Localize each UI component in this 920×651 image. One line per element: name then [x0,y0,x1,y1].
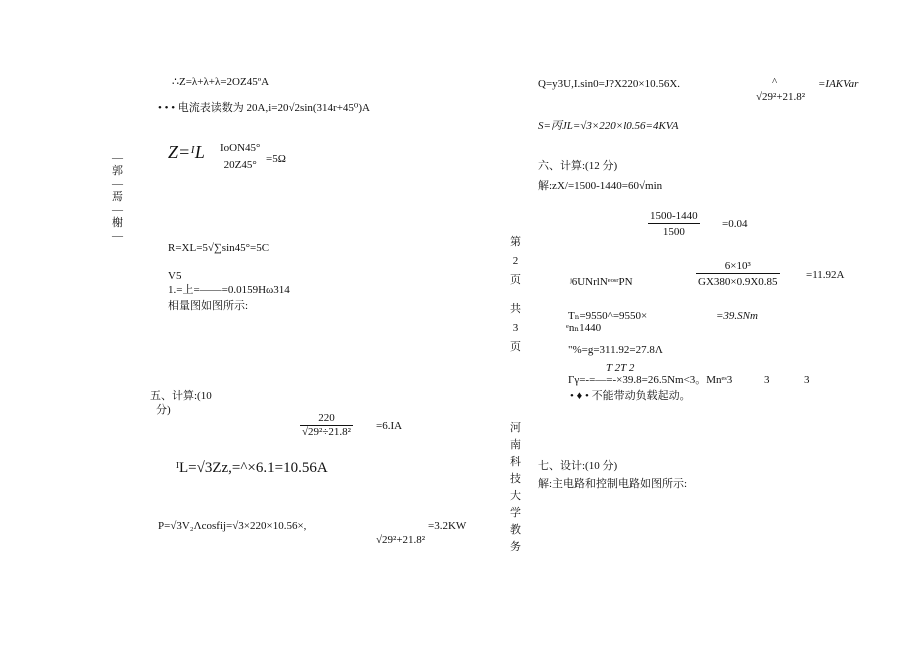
university-char: 南 [510,439,521,451]
university-char: 教 [510,524,521,536]
current-denominator: √29²÷21.8² [302,426,351,438]
rated-current-result: =11.92A [806,269,845,281]
section-6-title: 六、计算:(12 分) [538,160,618,172]
current-fraction [300,412,353,439]
page-char: 3 [512,322,519,334]
torque-header-row: T 2T 2 [606,362,635,374]
starting-torque-line: Γγ=-=—=-×39.8=26.5Nm<3。Mnᵉˢ3 [568,374,733,386]
university-char: 技 [510,473,521,485]
section-7-solution: 解:主电路和控制电路如图所示: [538,478,688,490]
current-result: =6.IA [376,420,403,432]
inductance-line: 1.=上=——=0.0159Hω314 [168,284,290,296]
rated-torque-result: =39.SNm [716,310,758,322]
section-5-title: 五、计算:(10 [150,390,212,402]
torque-value-a: 3 [764,374,770,386]
impedance-lhs: Z=ᴵL [168,142,205,162]
slip-numerator: 1500-1440 [650,210,698,222]
university-column [510,422,521,554]
left-margin-binding [112,152,123,243]
power-denominator: √29²+21.8² [376,534,426,546]
impedance-denominator: 20Z45° [223,159,257,171]
sum-equation: ∴Z=λ+λ+λ=2OZ45ºA [172,76,270,88]
slip-fraction [648,210,700,239]
impedance-numerator: IoON45° [220,142,261,154]
margin-char: — [112,178,123,190]
university-char: 大 [510,490,521,502]
margin-char: 榭 [112,217,123,229]
reactive-power-denominator: √29²+21.8² [756,91,806,103]
university-char: 务 [510,541,521,553]
impedance-result: =5Ω [266,153,286,165]
margin-char: 焉 [112,191,123,203]
line-current: ᴵL=√3Zz,=^×6.1=10.56A [176,460,328,476]
rated-torque-line: Tₙ=9550^=9550× [568,310,648,322]
section-7-title: 七、设计:(10 分) [538,460,618,472]
rated-current-denominator: GX380×0.9X0.85 [698,276,778,288]
resistance-line: R=XL=5√∑sin45°=5C [168,242,270,254]
cannot-start-note: • ♦ • 不能带动负载起动。 [570,390,691,402]
reactive-caret: ^ [772,76,778,88]
impedance-fraction [218,142,262,172]
university-char: 学 [510,507,521,519]
rated-current-lhs: ʲ6UNrlNᵉᵒˢʳPN [570,276,633,288]
reactive-power-line: Q=y3U,I.sin0=J?X220×10.56X. [538,78,681,90]
margin-char: — [112,152,123,164]
rated-speed-line: ᵉnₙ1440 [566,322,602,334]
page-char: 2 [512,255,519,267]
section-6-solution: 解:zX/=1500-1440=60√min [538,180,663,192]
margin-char: — [112,204,123,216]
margin-char: 郭 [112,165,123,177]
slip-denominator: 1500 [662,226,685,238]
page-char: 共 [510,303,521,315]
university-char: 科 [510,456,521,468]
apparent-power-line: S=丙JL=√3×220×l0.56=4KVA [538,120,679,132]
ammeter-reading: • • • 电流表读数为 20A,i=20√2sin(314r+45⁰)A [158,102,370,114]
percentage-line: "%=g=311.92=27.8Λ [568,344,663,356]
torque-value-b: 3 [804,374,810,386]
power-line: P=√3V₂Λcosfij=√3×220×10.56×, [158,520,307,532]
page-char: 页 [510,341,521,353]
phasor-note: 相量图如图所示: [168,300,249,312]
v5-label: V5 [168,270,182,282]
reactive-power-result: =IAKVar [818,78,859,90]
current-numerator: 220 [300,412,353,426]
section-5-title-cont: 分) [156,404,171,416]
page-char: 页 [510,274,521,286]
power-result: =3.2KW [428,520,467,532]
margin-char: — [112,230,123,242]
page-number-column [510,236,521,354]
slip-result: =0.04 [722,218,748,230]
page-char: 第 [510,236,521,248]
rated-current-numerator: 6×10³ [696,260,780,274]
rated-current-fraction [696,260,780,289]
university-char: 河 [510,422,521,434]
